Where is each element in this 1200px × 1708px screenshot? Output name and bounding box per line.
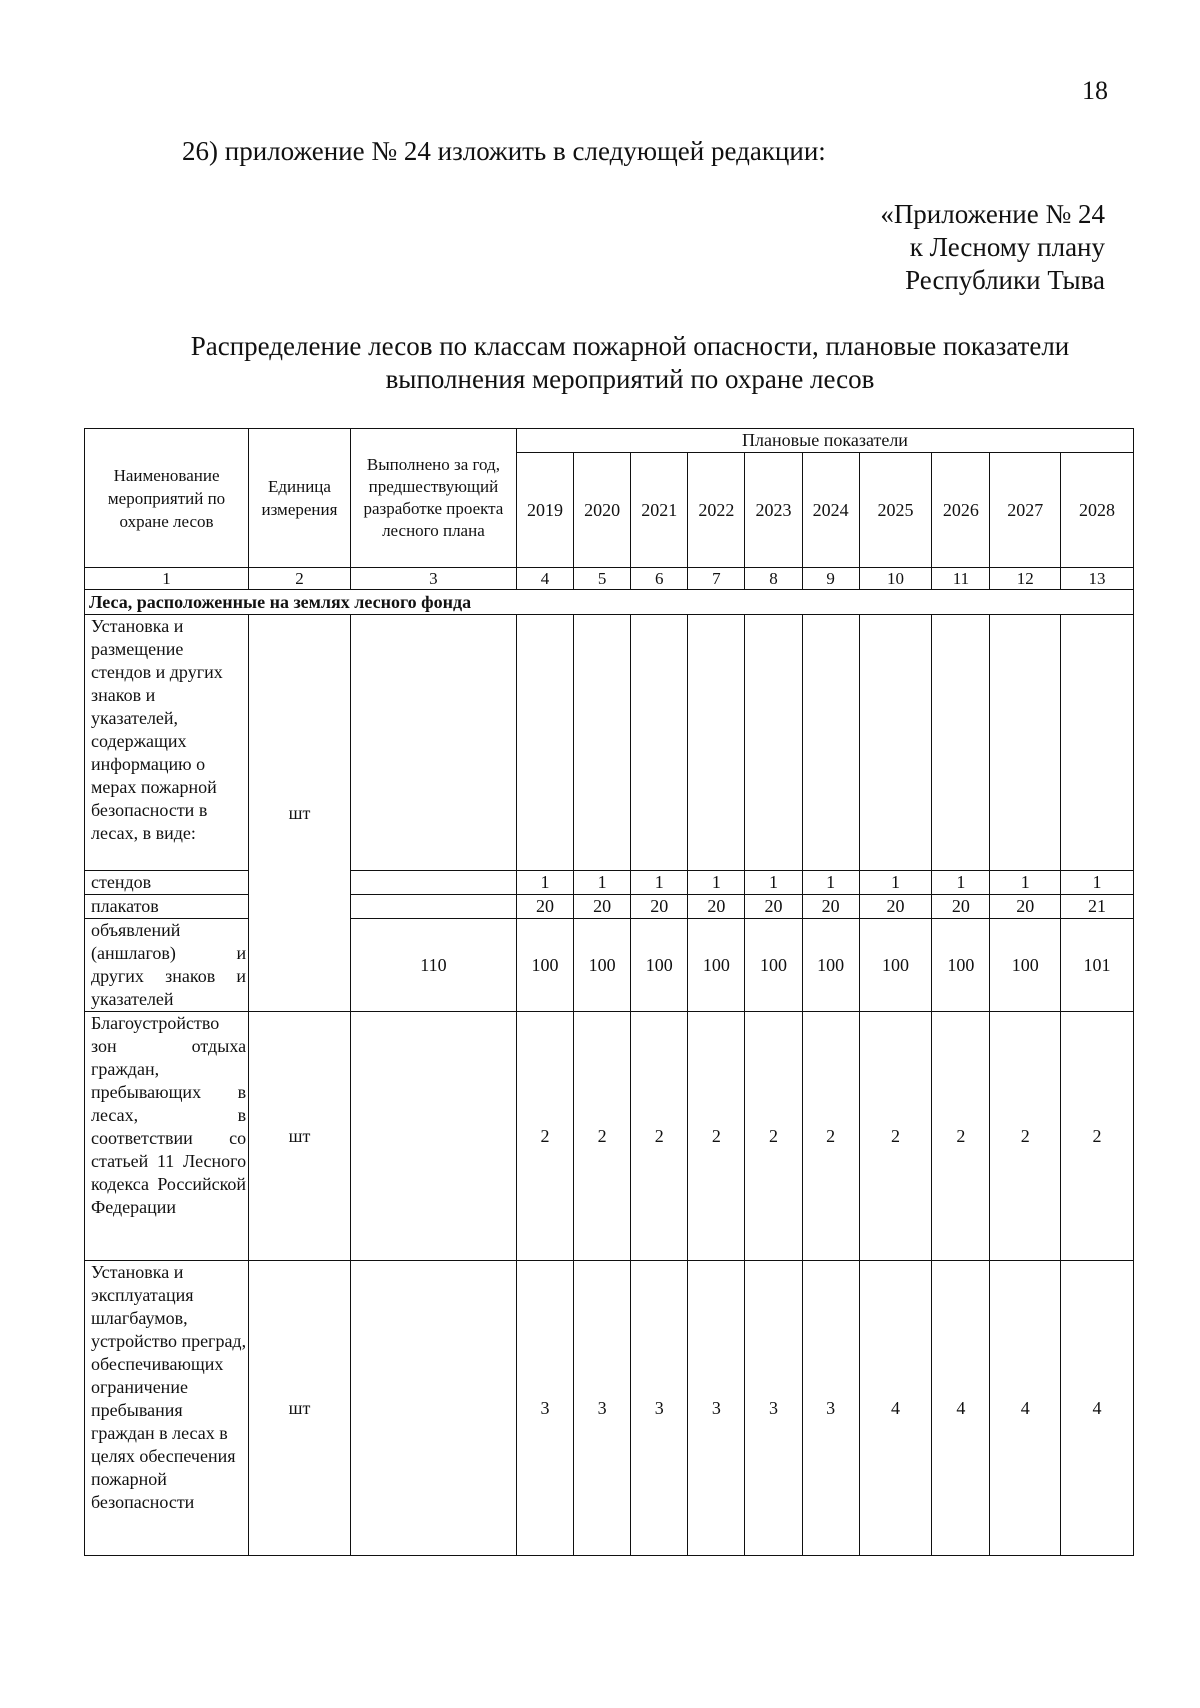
row-done bbox=[350, 1012, 516, 1261]
column-number: 4 bbox=[517, 568, 574, 590]
table-row bbox=[85, 895, 1134, 919]
year-header: 2028 bbox=[1061, 453, 1134, 568]
annex-line-2: к Лесному плану bbox=[909, 232, 1105, 262]
row-done bbox=[350, 1261, 516, 1556]
column-number: 5 bbox=[574, 568, 631, 590]
year-header: 2026 bbox=[932, 453, 990, 568]
column-number: 8 bbox=[745, 568, 802, 590]
column-number-row bbox=[85, 568, 1134, 590]
row-value: 1 bbox=[688, 871, 745, 895]
row-value: 100 bbox=[745, 919, 802, 1012]
document-title bbox=[130, 330, 1130, 396]
row-value bbox=[517, 615, 574, 871]
row-value: 2 bbox=[802, 1012, 859, 1261]
column-number: 9 bbox=[802, 568, 859, 590]
row-name-barriers: Установка и эксплуатация шлагбаумов, устройство преград, обеспечивающих ограничение пребывания граждан в лесах в целях обеспечения пожарной безопасности bbox=[85, 1261, 249, 1556]
row-value: 2 bbox=[932, 1012, 990, 1261]
column-number: 2 bbox=[249, 568, 351, 590]
year-header: 2022 bbox=[688, 453, 745, 568]
year-header: 2024 bbox=[802, 453, 859, 568]
year-header: 2020 bbox=[574, 453, 631, 568]
row-value bbox=[574, 615, 631, 871]
table-row bbox=[85, 1261, 1134, 1556]
row-value: 4 bbox=[1061, 1261, 1134, 1556]
row-value bbox=[932, 615, 990, 871]
section-title: Леса, расположенные на землях лесного фонда bbox=[85, 590, 1134, 615]
header-planned: Плановые показатели bbox=[517, 429, 1134, 453]
row-name-recreation: Благоустройство зон отдыха граждан, пребывающих в лесах, в соответствии со статьей 11 Лесного кодекса Российской Федерации bbox=[85, 1012, 249, 1261]
row-value: 3 bbox=[802, 1261, 859, 1556]
row-value: 2 bbox=[1061, 1012, 1134, 1261]
row-value bbox=[802, 615, 859, 871]
row-value: 1 bbox=[859, 871, 932, 895]
row-value: 100 bbox=[990, 919, 1061, 1012]
header-row bbox=[85, 429, 1134, 453]
row-value: 20 bbox=[932, 895, 990, 919]
row-value: 2 bbox=[631, 1012, 688, 1261]
row-value: 4 bbox=[859, 1261, 932, 1556]
row-unit: шт bbox=[249, 1261, 351, 1556]
row-value: 2 bbox=[990, 1012, 1061, 1261]
row-value: 1 bbox=[932, 871, 990, 895]
row-value: 100 bbox=[574, 919, 631, 1012]
row-value: 4 bbox=[932, 1261, 990, 1556]
row-value: 20 bbox=[990, 895, 1061, 919]
title-line-1: Распределение лесов по классам пожарной опасности, плановые показатели bbox=[190, 331, 1070, 361]
row-value: 20 bbox=[631, 895, 688, 919]
row-value: 21 bbox=[1061, 895, 1134, 919]
row-value: 1 bbox=[802, 871, 859, 895]
row-value bbox=[990, 615, 1061, 871]
row-value bbox=[688, 615, 745, 871]
row-value bbox=[1061, 615, 1134, 871]
header-done: Выполнено за год, предшествующий разработке проекта лесного плана bbox=[350, 429, 516, 568]
row-value: 20 bbox=[574, 895, 631, 919]
row-done: 110 bbox=[350, 919, 516, 1012]
row-unit: шт bbox=[249, 1012, 351, 1261]
row-value: 100 bbox=[517, 919, 574, 1012]
annex-line-3: Республики Тыва bbox=[905, 265, 1105, 295]
row-value: 100 bbox=[631, 919, 688, 1012]
row-value: 20 bbox=[688, 895, 745, 919]
year-header: 2023 bbox=[745, 453, 802, 568]
section-row bbox=[85, 590, 1134, 615]
row-value bbox=[859, 615, 932, 871]
row-value: 2 bbox=[859, 1012, 932, 1261]
header-name: Наименование мероприятий по охране лесов bbox=[85, 429, 249, 568]
annex-line-1: «Приложение № 24 bbox=[880, 199, 1105, 229]
row-name: объявлений (аншлагов) и других знаков и указателей bbox=[85, 919, 249, 1012]
row-value: 2 bbox=[574, 1012, 631, 1261]
column-number: 12 bbox=[990, 568, 1061, 590]
annex-block bbox=[880, 198, 1105, 297]
row-value: 2 bbox=[517, 1012, 574, 1261]
row-value: 1 bbox=[1061, 871, 1134, 895]
column-number: 13 bbox=[1061, 568, 1134, 590]
row-unit: шт bbox=[249, 615, 351, 1012]
page-number: 18 bbox=[1082, 76, 1108, 105]
row-done bbox=[350, 871, 516, 895]
row-value: 1 bbox=[990, 871, 1061, 895]
row-value: 1 bbox=[517, 871, 574, 895]
row-value: 20 bbox=[802, 895, 859, 919]
row-value: 3 bbox=[574, 1261, 631, 1556]
column-number: 1 bbox=[85, 568, 249, 590]
year-header: 2027 bbox=[990, 453, 1061, 568]
table-row bbox=[85, 615, 1134, 871]
column-number: 3 bbox=[350, 568, 516, 590]
row-value: 1 bbox=[745, 871, 802, 895]
column-number: 11 bbox=[932, 568, 990, 590]
row-value: 3 bbox=[517, 1261, 574, 1556]
row-value: 20 bbox=[517, 895, 574, 919]
fire-safety-table bbox=[84, 428, 1134, 1556]
column-number: 10 bbox=[859, 568, 932, 590]
row-value: 20 bbox=[859, 895, 932, 919]
row-value: 3 bbox=[688, 1261, 745, 1556]
row-value bbox=[631, 615, 688, 871]
row-value: 101 bbox=[1061, 919, 1134, 1012]
row-value: 2 bbox=[745, 1012, 802, 1261]
row-value: 3 bbox=[631, 1261, 688, 1556]
row-name: стендов bbox=[85, 871, 249, 895]
row-name: плакатов bbox=[85, 895, 249, 919]
table-row bbox=[85, 871, 1134, 895]
column-number: 7 bbox=[688, 568, 745, 590]
row-value bbox=[745, 615, 802, 871]
row-value: 3 bbox=[745, 1261, 802, 1556]
table-row bbox=[85, 1012, 1134, 1261]
row-value: 100 bbox=[932, 919, 990, 1012]
year-header: 2019 bbox=[517, 453, 574, 568]
row-value: 100 bbox=[802, 919, 859, 1012]
row-value: 4 bbox=[990, 1261, 1061, 1556]
intro-text: 26) приложение № 24 изложить в следующей редакции: bbox=[182, 136, 826, 166]
row-done bbox=[350, 615, 516, 871]
row-value: 100 bbox=[688, 919, 745, 1012]
row-value: 100 bbox=[859, 919, 932, 1012]
row-value: 1 bbox=[574, 871, 631, 895]
row-value: 20 bbox=[745, 895, 802, 919]
year-header: 2025 bbox=[859, 453, 932, 568]
title-line-2: выполнения мероприятий по охране лесов bbox=[385, 364, 875, 394]
row-value: 1 bbox=[631, 871, 688, 895]
table-row bbox=[85, 919, 1134, 1012]
column-number: 6 bbox=[631, 568, 688, 590]
year-header: 2021 bbox=[631, 453, 688, 568]
row-name-signs: Установка и размещение стендов и других знаков и указателей, содержащих информацию о мерах пожарной безопасности в лесах, в виде: bbox=[85, 615, 249, 871]
row-value: 2 bbox=[688, 1012, 745, 1261]
header-unit: Единица измерения bbox=[249, 429, 351, 568]
row-done bbox=[350, 895, 516, 919]
